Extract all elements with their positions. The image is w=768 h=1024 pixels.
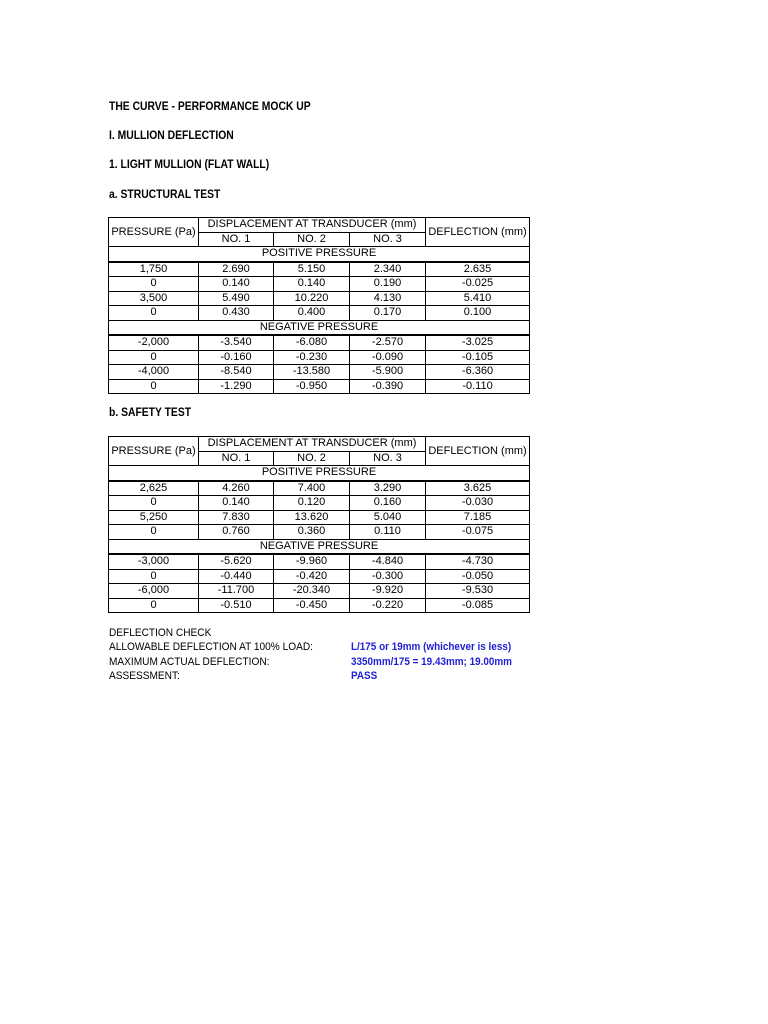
deflection-header: DEFLECTION (mm) (426, 437, 530, 466)
positive-pressure-label: POSITIVE PRESSURE (109, 466, 530, 481)
table-cell: -0.110 (426, 379, 530, 394)
table-cell: -0.160 (199, 350, 274, 365)
table-cell: -1.290 (199, 379, 274, 394)
table-cell: -0.450 (274, 598, 350, 613)
deflection-check-title: DEFLECTION CHECK (109, 627, 212, 639)
table-body (109, 218, 530, 394)
table-cell: 2,625 (109, 481, 199, 496)
table-cell: -0.230 (274, 350, 350, 365)
table-cell: 13.620 (274, 510, 350, 525)
table-row (109, 379, 530, 394)
section-heading: I. MULLION DEFLECTION (109, 130, 234, 142)
table-cell: -20.340 (274, 584, 350, 599)
table-cell: -0.420 (274, 569, 350, 584)
max-deflection-label: MAXIMUM ACTUAL DEFLECTION: (109, 656, 270, 668)
table-row (109, 291, 530, 306)
negative-pressure-label: NEGATIVE PRESSURE (109, 320, 530, 335)
safety-test-table (108, 436, 530, 613)
table-cell: -0.220 (350, 598, 426, 613)
positive-pressure-label: POSITIVE PRESSURE (109, 247, 530, 262)
negative-pressure-row (109, 539, 530, 554)
table-cell: -3.540 (199, 335, 274, 350)
table-cell: -0.105 (426, 350, 530, 365)
table-row (109, 554, 530, 569)
table-cell: -5.620 (199, 554, 274, 569)
header-row (109, 437, 530, 452)
structural-test-caption: a. STRUCTURAL TEST (109, 189, 221, 201)
table-cell: -3.025 (426, 335, 530, 350)
table-cell: 5.040 (350, 510, 426, 525)
table-cell: -5.900 (350, 365, 426, 380)
table-cell: -0.090 (350, 350, 426, 365)
table-cell: 0 (109, 496, 199, 511)
table-cell: -6.080 (274, 335, 350, 350)
table-cell: -0.030 (426, 496, 530, 511)
table-cell: 10.220 (274, 291, 350, 306)
table-cell: 0 (109, 306, 199, 321)
table-row (109, 481, 530, 496)
assessment-label: ASSESSMENT: (109, 670, 180, 682)
deflection-header: DEFLECTION (mm) (426, 218, 530, 247)
table-cell: 0.170 (350, 306, 426, 321)
table-cell: -9.960 (274, 554, 350, 569)
safety-test-caption: b. SAFETY TEST (109, 407, 192, 419)
assessment-value: PASS (351, 670, 378, 682)
negative-pressure-label: NEGATIVE PRESSURE (109, 539, 530, 554)
table-cell: 0.360 (274, 525, 350, 540)
table-cell: 5,250 (109, 510, 199, 525)
allowable-deflection-label: ALLOWABLE DEFLECTION AT 100% LOAD: (109, 641, 313, 653)
table-cell: 0 (109, 350, 199, 365)
table-cell: 0.160 (350, 496, 426, 511)
table-cell: -2,000 (109, 335, 199, 350)
table-cell: -0.075 (426, 525, 530, 540)
table-cell: -6,000 (109, 584, 199, 599)
table-cell: -13.580 (274, 365, 350, 380)
table-cell: -8.540 (199, 365, 274, 380)
table-cell: -11.700 (199, 584, 274, 599)
transducer-2-header: NO. 2 (274, 232, 350, 247)
table-row (109, 365, 530, 380)
table-cell: 0.120 (274, 496, 350, 511)
table-cell: 7.830 (199, 510, 274, 525)
table-cell: 1,750 (109, 262, 199, 277)
table-cell: -9.530 (426, 584, 530, 599)
displacement-header: DISPLACEMENT AT TRANSDUCER (mm) (199, 218, 426, 233)
table-cell: 0.140 (274, 277, 350, 292)
positive-pressure-row (109, 466, 530, 481)
table-cell: 0.760 (199, 525, 274, 540)
table-cell: -6.360 (426, 365, 530, 380)
table-cell: 7.400 (274, 481, 350, 496)
table-row (109, 277, 530, 292)
table-cell: -4,000 (109, 365, 199, 380)
negative-pressure-row (109, 320, 530, 335)
table-row (109, 262, 530, 277)
table-cell: -0.050 (426, 569, 530, 584)
table-row (109, 335, 530, 350)
table-cell: 5.150 (274, 262, 350, 277)
table-cell: 0.100 (426, 306, 530, 321)
transducer-3-header: NO. 3 (350, 451, 426, 466)
max-deflection-value: 3350mm/175 = 19.43mm; 19.00mm (351, 656, 512, 668)
transducer-1-header: NO. 1 (199, 451, 274, 466)
table-cell: 2.340 (350, 262, 426, 277)
table-row (109, 584, 530, 599)
table-cell: 7.185 (426, 510, 530, 525)
table-row (109, 569, 530, 584)
positive-pressure-row (109, 247, 530, 262)
subsection-heading: 1. LIGHT MULLION (FLAT WALL) (109, 159, 270, 171)
transducer-2-header: NO. 2 (274, 451, 350, 466)
table-cell: -0.390 (350, 379, 426, 394)
table-cell: -4.730 (426, 554, 530, 569)
table-cell: -0.025 (426, 277, 530, 292)
table-cell: -0.510 (199, 598, 274, 613)
allowable-deflection-value: L/175 or 19mm (whichever is less) (351, 641, 512, 653)
table-cell: -2.570 (350, 335, 426, 350)
table-row (109, 510, 530, 525)
table-cell: 2.690 (199, 262, 274, 277)
table-cell: 0 (109, 569, 199, 584)
displacement-header: DISPLACEMENT AT TRANSDUCER (mm) (199, 437, 426, 452)
table-cell: 5.490 (199, 291, 274, 306)
table-cell: 0.110 (350, 525, 426, 540)
table-cell: -4.840 (350, 554, 426, 569)
table-cell: 0 (109, 598, 199, 613)
table-cell: 0.400 (274, 306, 350, 321)
table-body (109, 437, 530, 613)
table-cell: 0 (109, 277, 199, 292)
table-cell: 0.430 (199, 306, 274, 321)
table-row (109, 496, 530, 511)
table-cell: 3,500 (109, 291, 199, 306)
table-cell: 0.140 (199, 277, 274, 292)
structural-test-table (108, 217, 530, 394)
transducer-3-header: NO. 3 (350, 232, 426, 247)
document-title: THE CURVE - PERFORMANCE MOCK UP (109, 101, 311, 113)
table-cell: 4.260 (199, 481, 274, 496)
table-row (109, 306, 530, 321)
table-cell: 0 (109, 379, 199, 394)
table-cell: -9.920 (350, 584, 426, 599)
table-row (109, 350, 530, 365)
table-cell: 2.635 (426, 262, 530, 277)
table-cell: 0 (109, 525, 199, 540)
table-cell: -0.950 (274, 379, 350, 394)
table-cell: 0.190 (350, 277, 426, 292)
table-cell: 4.130 (350, 291, 426, 306)
transducer-1-header: NO. 1 (199, 232, 274, 247)
pressure-header: PRESSURE (Pa) (109, 218, 199, 247)
header-row (109, 218, 530, 233)
table-cell: 5.410 (426, 291, 530, 306)
table-cell: -0.085 (426, 598, 530, 613)
table-cell: -3,000 (109, 554, 199, 569)
table-cell: 3.290 (350, 481, 426, 496)
table-cell: 3.625 (426, 481, 530, 496)
table-cell: -0.300 (350, 569, 426, 584)
pressure-header: PRESSURE (Pa) (109, 437, 199, 466)
table-row (109, 598, 530, 613)
table-cell: 0.140 (199, 496, 274, 511)
table-row (109, 525, 530, 540)
table-cell: -0.440 (199, 569, 274, 584)
